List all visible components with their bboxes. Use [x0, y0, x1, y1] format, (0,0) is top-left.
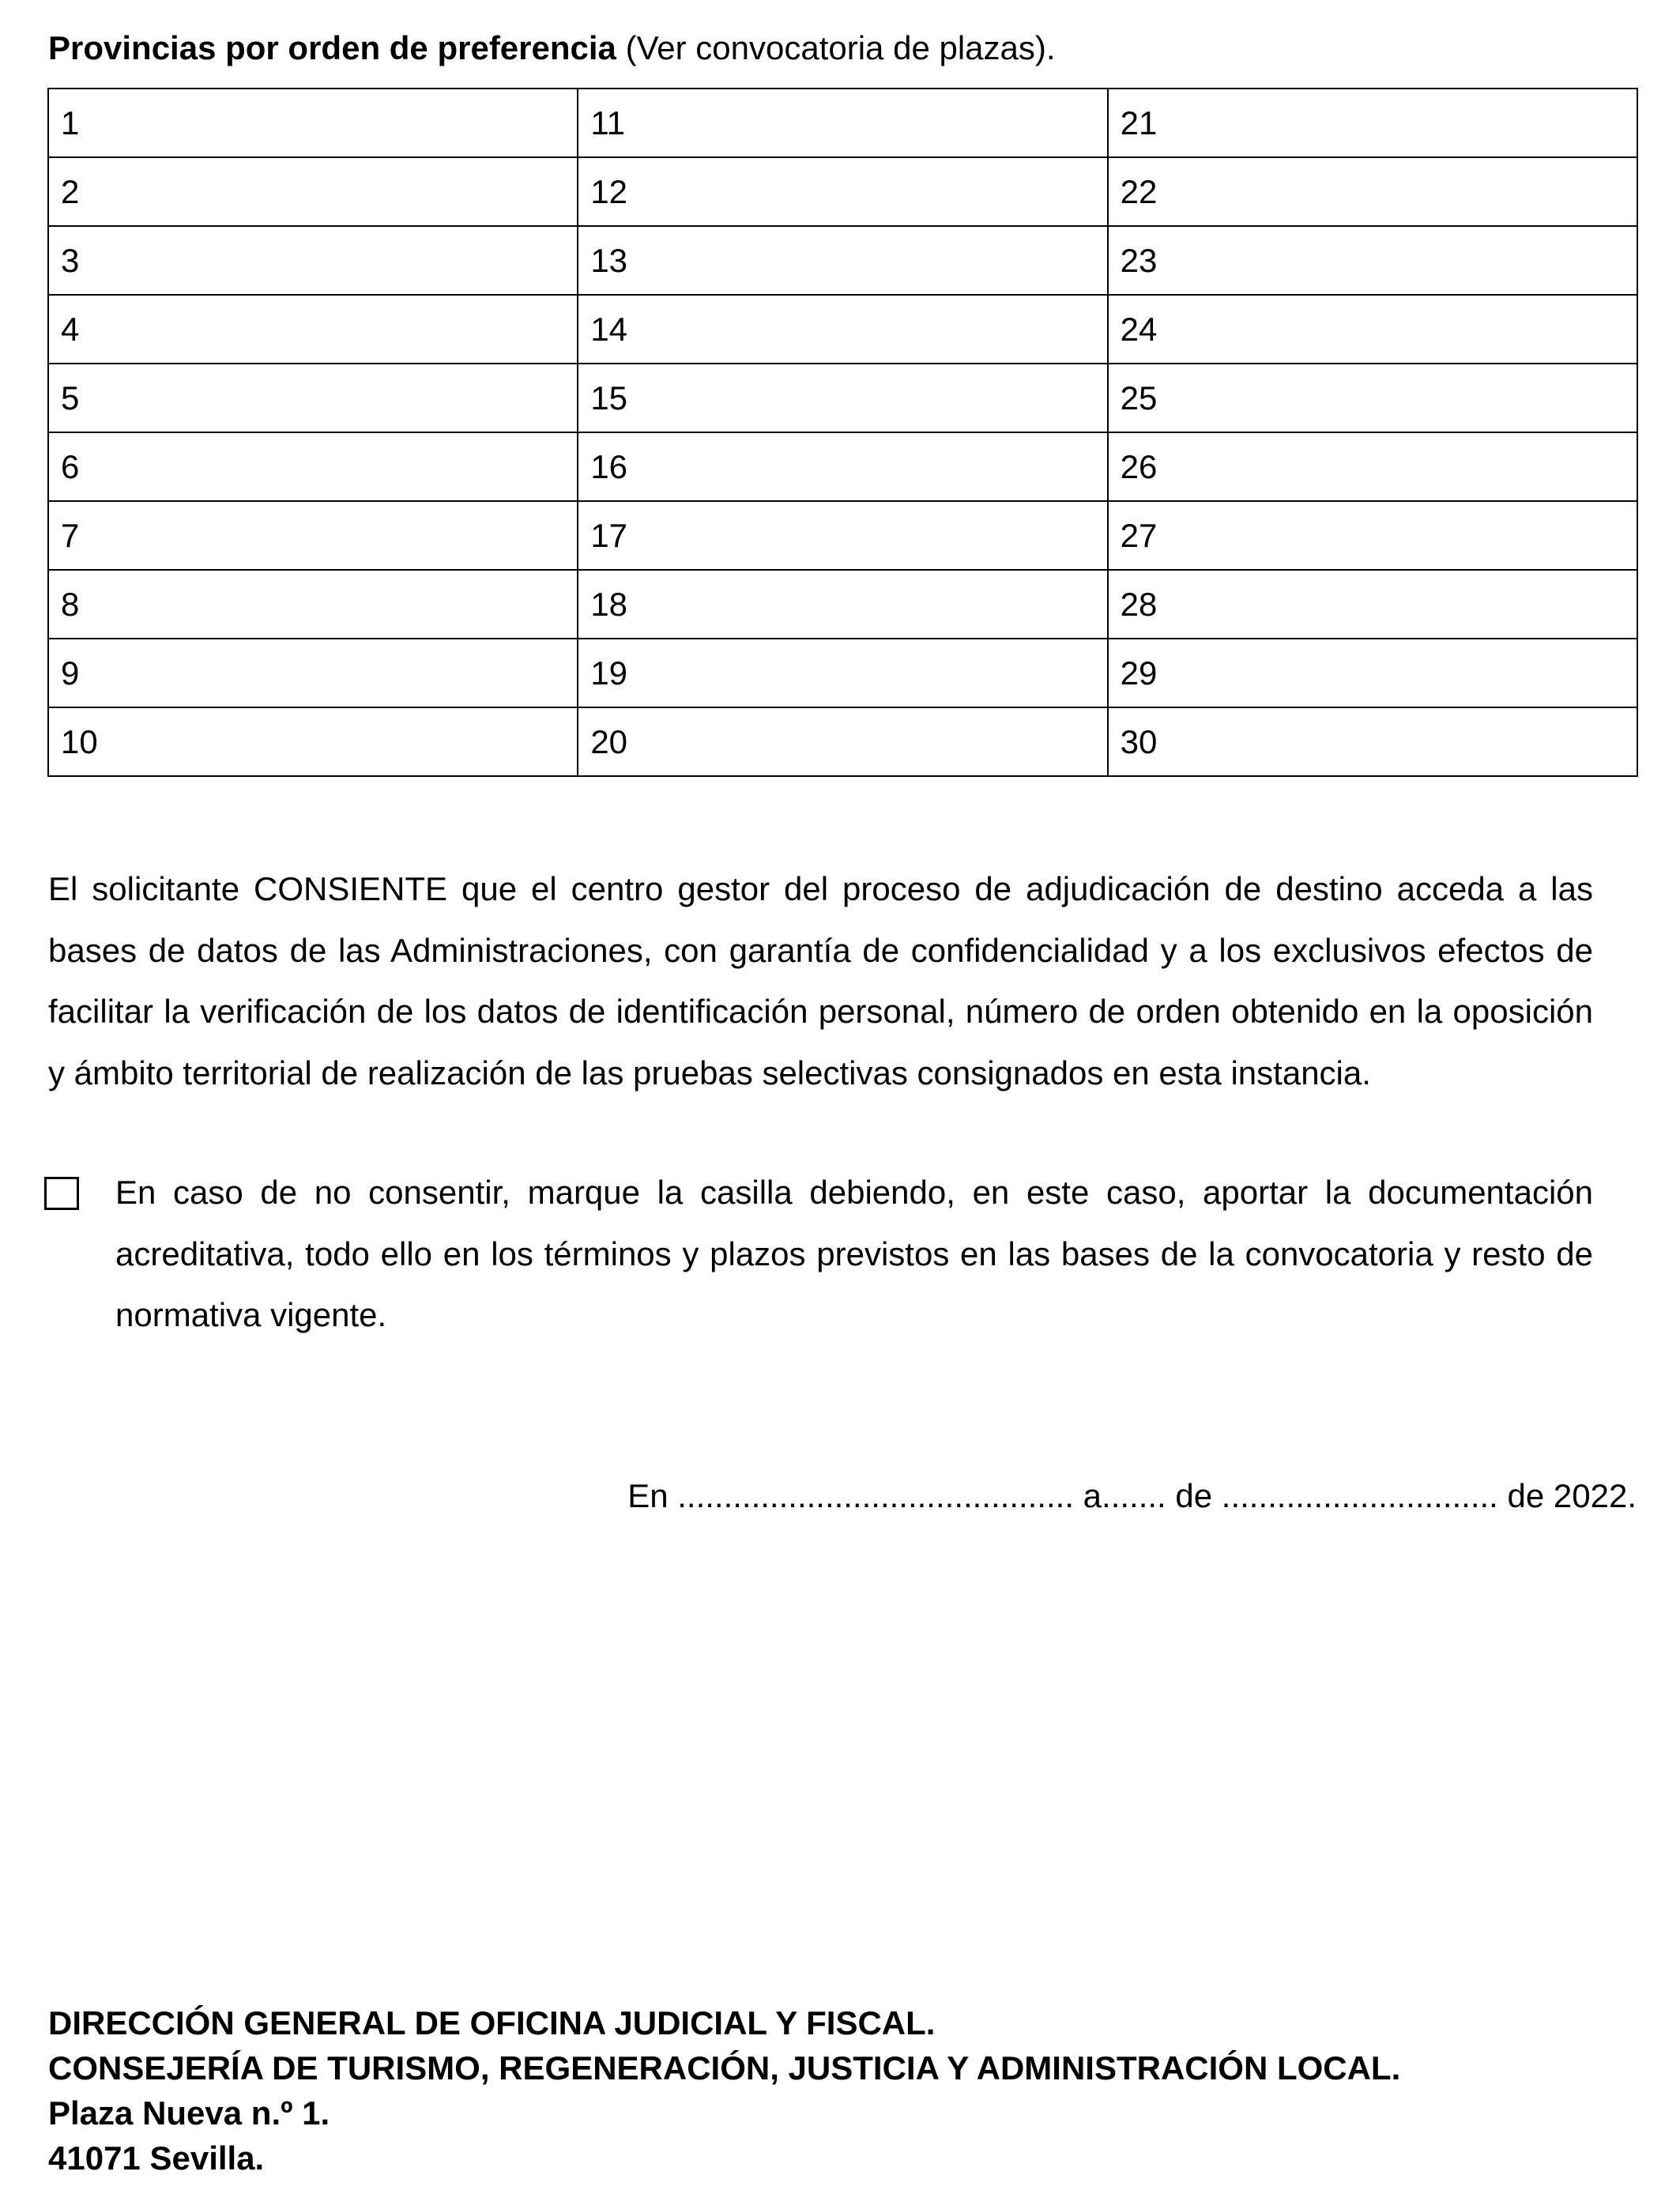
table-cell[interactable]: 15 [578, 364, 1107, 432]
table-row [48, 501, 1637, 570]
table-cell[interactable]: 23 [1108, 226, 1637, 295]
table-row [48, 707, 1637, 776]
table-cell[interactable]: 30 [1108, 707, 1637, 776]
table-cell[interactable]: 17 [578, 501, 1107, 570]
table-cell[interactable]: 18 [578, 570, 1107, 639]
address-line: Plaza Nueva n.º 1. [48, 2094, 330, 2132]
address-block [48, 2000, 1400, 2181]
table-cell[interactable]: 20 [578, 707, 1107, 776]
place-date-line: En ........................................... a....... de .............................. de 2022. [627, 1477, 1637, 1514]
table-cell[interactable]: 2 [48, 157, 578, 226]
table-cell[interactable]: 22 [1108, 157, 1637, 226]
no-consent-checkbox[interactable] [44, 1177, 79, 1210]
table-cell[interactable]: 21 [1108, 89, 1637, 157]
address-line: 41071 Sevilla. [48, 2139, 265, 2177]
table-cell[interactable]: 10 [48, 707, 578, 776]
table-row [48, 364, 1637, 432]
table-row [48, 89, 1637, 157]
table-cell[interactable]: 13 [578, 226, 1107, 295]
table-cell[interactable]: 25 [1108, 364, 1637, 432]
section-heading [48, 27, 1056, 70]
table-row [48, 295, 1637, 364]
table-cell[interactable]: 19 [578, 639, 1107, 707]
address-line: DIRECCIÓN GENERAL DE OFICINA JUDICIAL Y FISCAL. [48, 2004, 936, 2041]
table-cell[interactable]: 26 [1108, 432, 1637, 501]
table-cell[interactable]: 14 [578, 295, 1107, 364]
no-consent-text: En caso de no consentir, marque la casilla debiendo, en este caso, aportar la documentación acreditativa, todo ello en los términos y plazos previstos en las bases de la convocatoria y resto de normativa vigente. [115, 1174, 1593, 1333]
consent-paragraph: El solicitante CONSIENTE que el centro gestor del proceso de adjudicación de destino acceda a las bases de datos de las Administraciones, con garantía de confidencialidad y a los exclusivos efectos de facilitar la verificación de los datos de identificación personal, número de orden obtenido en la oposición y ámbito territorial de realización de las pruebas selectivas consignados en esta instancia. [48, 870, 1593, 1091]
table-row [48, 157, 1637, 226]
address-line: CONSEJERÍA DE TURISMO, REGENERACIÓN, JUSTICIA Y ADMINISTRACIÓN LOCAL. [48, 2049, 1401, 2087]
table-cell[interactable]: 3 [48, 226, 578, 295]
table-row [48, 639, 1637, 707]
table-cell[interactable]: 6 [48, 432, 578, 501]
table-cell[interactable]: 12 [578, 157, 1107, 226]
table-cell[interactable]: 8 [48, 570, 578, 639]
table-cell[interactable]: 1 [48, 89, 578, 157]
table-cell[interactable]: 28 [1108, 570, 1637, 639]
province-preference-table [47, 88, 1638, 777]
heading-note: (Ver convocatoria de plazas). [625, 29, 1056, 66]
table-cell[interactable]: 27 [1108, 501, 1637, 570]
table-cell[interactable]: 7 [48, 501, 578, 570]
table-cell[interactable]: 16 [578, 432, 1107, 501]
table-cell[interactable]: 9 [48, 639, 578, 707]
table-cell[interactable]: 4 [48, 295, 578, 364]
table-row [48, 570, 1637, 639]
table-cell[interactable]: 11 [578, 89, 1107, 157]
table-row [48, 226, 1637, 295]
table-row [48, 432, 1637, 501]
heading-bold: Provincias por orden de preferencia [48, 29, 616, 66]
table-cell[interactable]: 5 [48, 364, 578, 432]
table-cell[interactable]: 29 [1108, 639, 1637, 707]
table-cell[interactable]: 24 [1108, 295, 1637, 364]
